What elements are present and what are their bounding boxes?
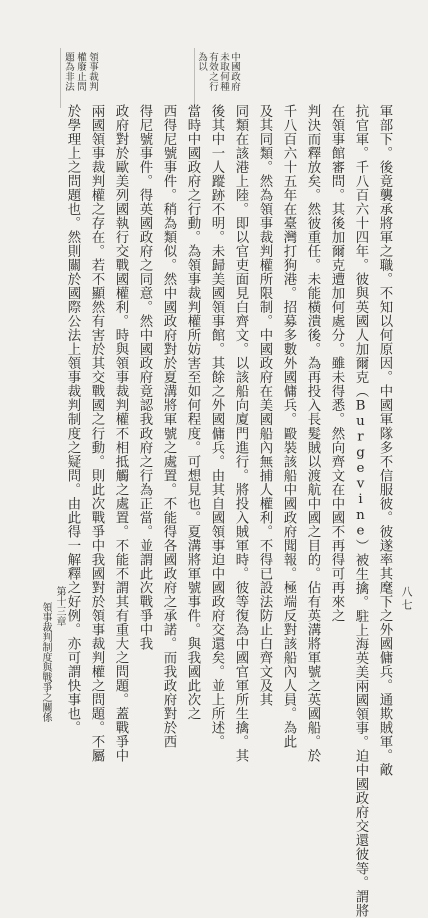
side-note-line: 中國政府 bbox=[229, 52, 240, 92]
side-note-line: 有效之行 bbox=[207, 52, 218, 92]
body-text-line: 得尼號事件。得英國政府之同意。然中國政府竟認我政府之行為正當。並謂此次戰爭中我 bbox=[137, 104, 152, 651]
body-text-line: 於學理上之問題也。然則關於國際公法上領事裁判制度之疑問。由此得一解釋之好例。亦可謂快事也。 bbox=[65, 104, 80, 735]
side-note-line: 為以 bbox=[196, 52, 207, 72]
side-note-line: 領事裁判 bbox=[87, 52, 98, 92]
body-text-line: 在領事館審問。其後加爾克遭加何處分。雖未得悉。然向齊文在中國不再得可再來之 bbox=[329, 104, 344, 623]
body-text-line: 政府對於歐美列國執行交戰國權利。時與領事裁判權不相抵觸之處置。不能不謂其有重大之問題。蓋戰爭中 bbox=[113, 104, 128, 763]
body-text-line: 千八百六十五年在臺灣打狗港。招募多數外國傭兵。毆裝該船中國政府聞報。極端反對該船內人員。為此 bbox=[281, 104, 296, 749]
side-note-line: 未取何種 bbox=[218, 52, 229, 92]
body-text-line: 及其同類。然為領事裁判權所限制。中國政府在美國船內無捕人權利。不得已設法防止白齊文及其 bbox=[257, 104, 272, 707]
page-number: 八七 bbox=[400, 586, 413, 612]
body-text-line: 兩國領事裁判權之存在。若不顯然有害於其交戰國之行動。則此次戰爭中我國對於領事裁判權之問題。不屬 bbox=[89, 104, 104, 763]
body-text-line: 同類在該港上陸。即以官吏面見白齊文。以該船向廈門進行。將投入賊軍時。彼等復為中國官軍所生擒。其 bbox=[233, 104, 248, 763]
body-text-line: 當時中國政府之行動。為領事裁判權所妨害至如何程度。可想見也。夏溝將軍號事件。與我國此次之 bbox=[185, 104, 200, 721]
side-note-line: 權廢止問 bbox=[75, 52, 86, 92]
running-header-chapter: 第十三章 bbox=[54, 586, 65, 626]
body-text-line: 判決而釋放矣。然彼重任。未能橫潰後。為再投入長髮賊以渡航中國之目的。佔有英溝將軍號之英國船。於 bbox=[305, 104, 320, 763]
body-text-line: 抗官軍。千八百六十四年。彼與英國人加爾克（Burgevine）被生擒。駐上海英美兩國領事。迫中國政府交還彼等。謂將 bbox=[353, 104, 368, 918]
running-header-title: 領事裁判制度與戰爭之關係 bbox=[40, 602, 51, 722]
body-text-line: 軍部下。後竟襲承將軍之職。不知以何原因。中國軍隊多不信服彼。彼遂率其麾下之外國傭兵。通欺賊軍。敵 bbox=[377, 104, 392, 777]
body-text-line: 後其中一人蹤跡不明。未歸美國領事館。其餘之外國傭兵。由其自國領事迫中國政府交還矣。並上所述。 bbox=[209, 104, 224, 749]
body-text-line: 西得尼號事件。稍為類似。然中國政府對於夏溝將軍號之處置。不能得各國政府之承諾。而我政府對於西 bbox=[161, 104, 176, 749]
side-note-line: 題為非法 bbox=[63, 52, 74, 92]
side-note-block-2 bbox=[60, 48, 97, 108]
side-note-block-1 bbox=[194, 48, 239, 108]
